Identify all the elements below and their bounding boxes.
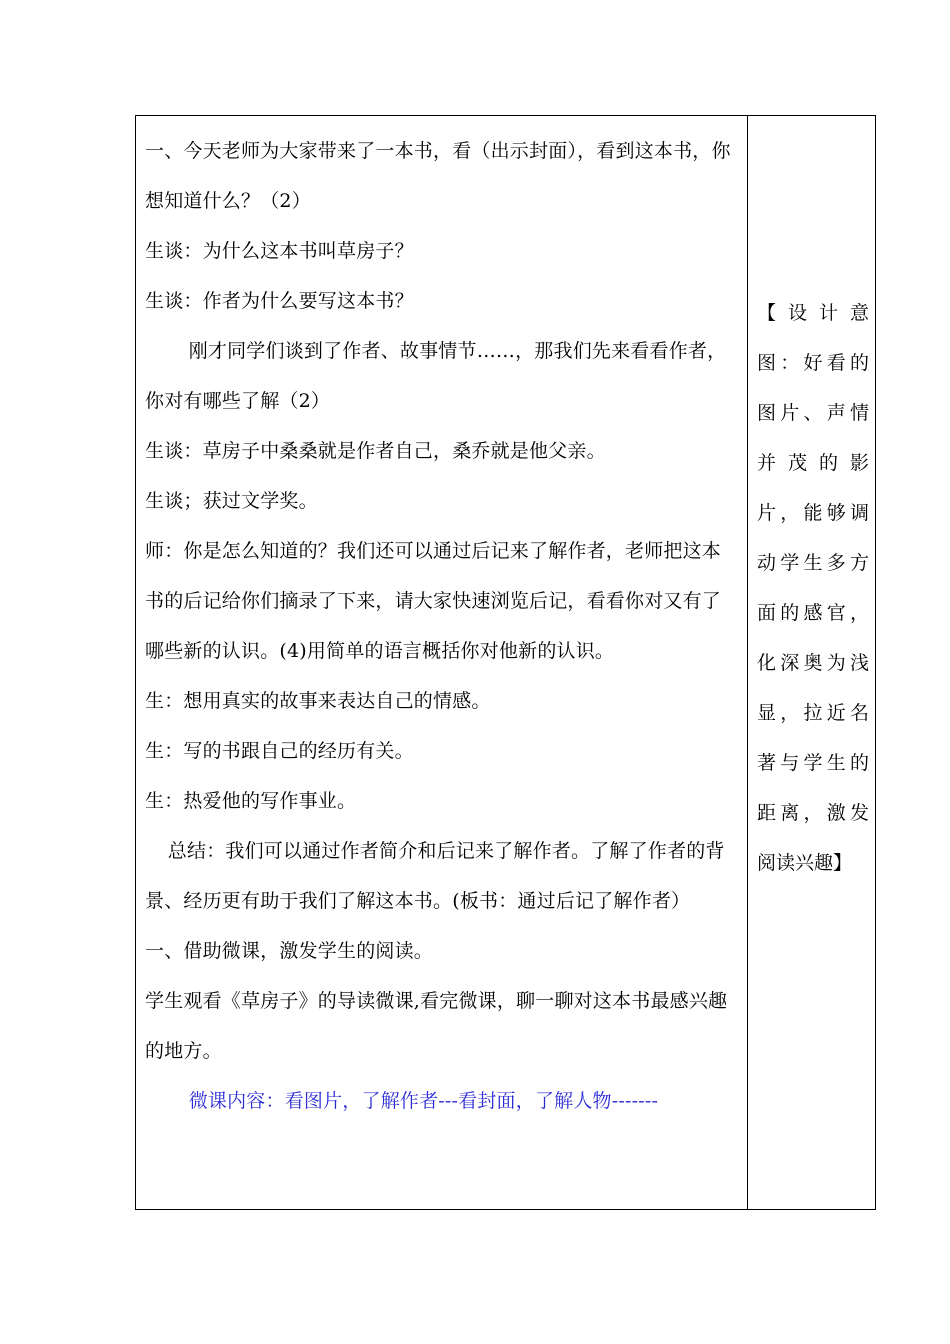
- paragraph-micro-lesson-heading: 一、借助微课，激发学生的阅读。: [145, 940, 434, 962]
- paragraph-author-intro: 刚才同学们谈到了作者、故事情节……，那我们先来看看作者，你对有哪些了解（2）: [145, 340, 727, 412]
- paragraph-student-answer-award: 生谈；获过文学奖。: [145, 490, 318, 512]
- lesson-table: [135, 115, 876, 1210]
- lesson-content-cell: [136, 116, 748, 1209]
- paragraph-micro-lesson-content: 微课内容：看图片，了解作者---看封面，了解人物-------: [188, 1090, 659, 1112]
- design-intent-cell: [748, 116, 875, 1209]
- paragraph-student-feeling: 生：想用真实的故事来表达自己的情感。: [145, 690, 491, 712]
- paragraph-question-intro: 一、今天老师为大家带来了一本书，看（出示封面），看到这本书，你想知道什么？（2）: [145, 140, 731, 212]
- paragraph-student-answer-sangsang: 生谈：草房子中桑桑就是作者自己，桑乔就是他父亲。: [145, 440, 606, 462]
- paragraph-teacher-afterword: 师：你是怎么知道的？我们还可以通过后记来了解作者，老师把这本书的后记给你们摘录了下来，请大家快速浏览后记，看看你对又有了哪些新的认识。(4)用简单的语言概括你对他新的认识。: [145, 540, 722, 662]
- paragraph-student-experience: 生：写的书跟自己的经历有关。: [145, 740, 414, 762]
- paragraph-student-career: 生：热爱他的写作事业。: [145, 790, 357, 812]
- paragraph-summary: 总结：我们可以通过作者简介和后记来了解作者。了解了作者的背景、经历更有助于我们了解这本书。(板书：通过后记了解作者）: [145, 840, 725, 912]
- paragraph-micro-lesson-watch: 学生观看《草房子》的导读微课,看完微课，聊一聊对这本书最感兴趣的地方。: [145, 990, 728, 1062]
- paragraph-student-answer-why-write: 生谈：作者为什么要写这本书？: [145, 290, 414, 312]
- design-intent-text: 【设计意图：好看的图片、声情并茂的影片，能够调动学生多方面的感官，化深奥为浅显，拉近名著与学生的距离，激发阅读兴趣】: [757, 302, 869, 874]
- paragraph-student-answer-title: 生谈：为什么这本书叫草房子？: [145, 240, 414, 262]
